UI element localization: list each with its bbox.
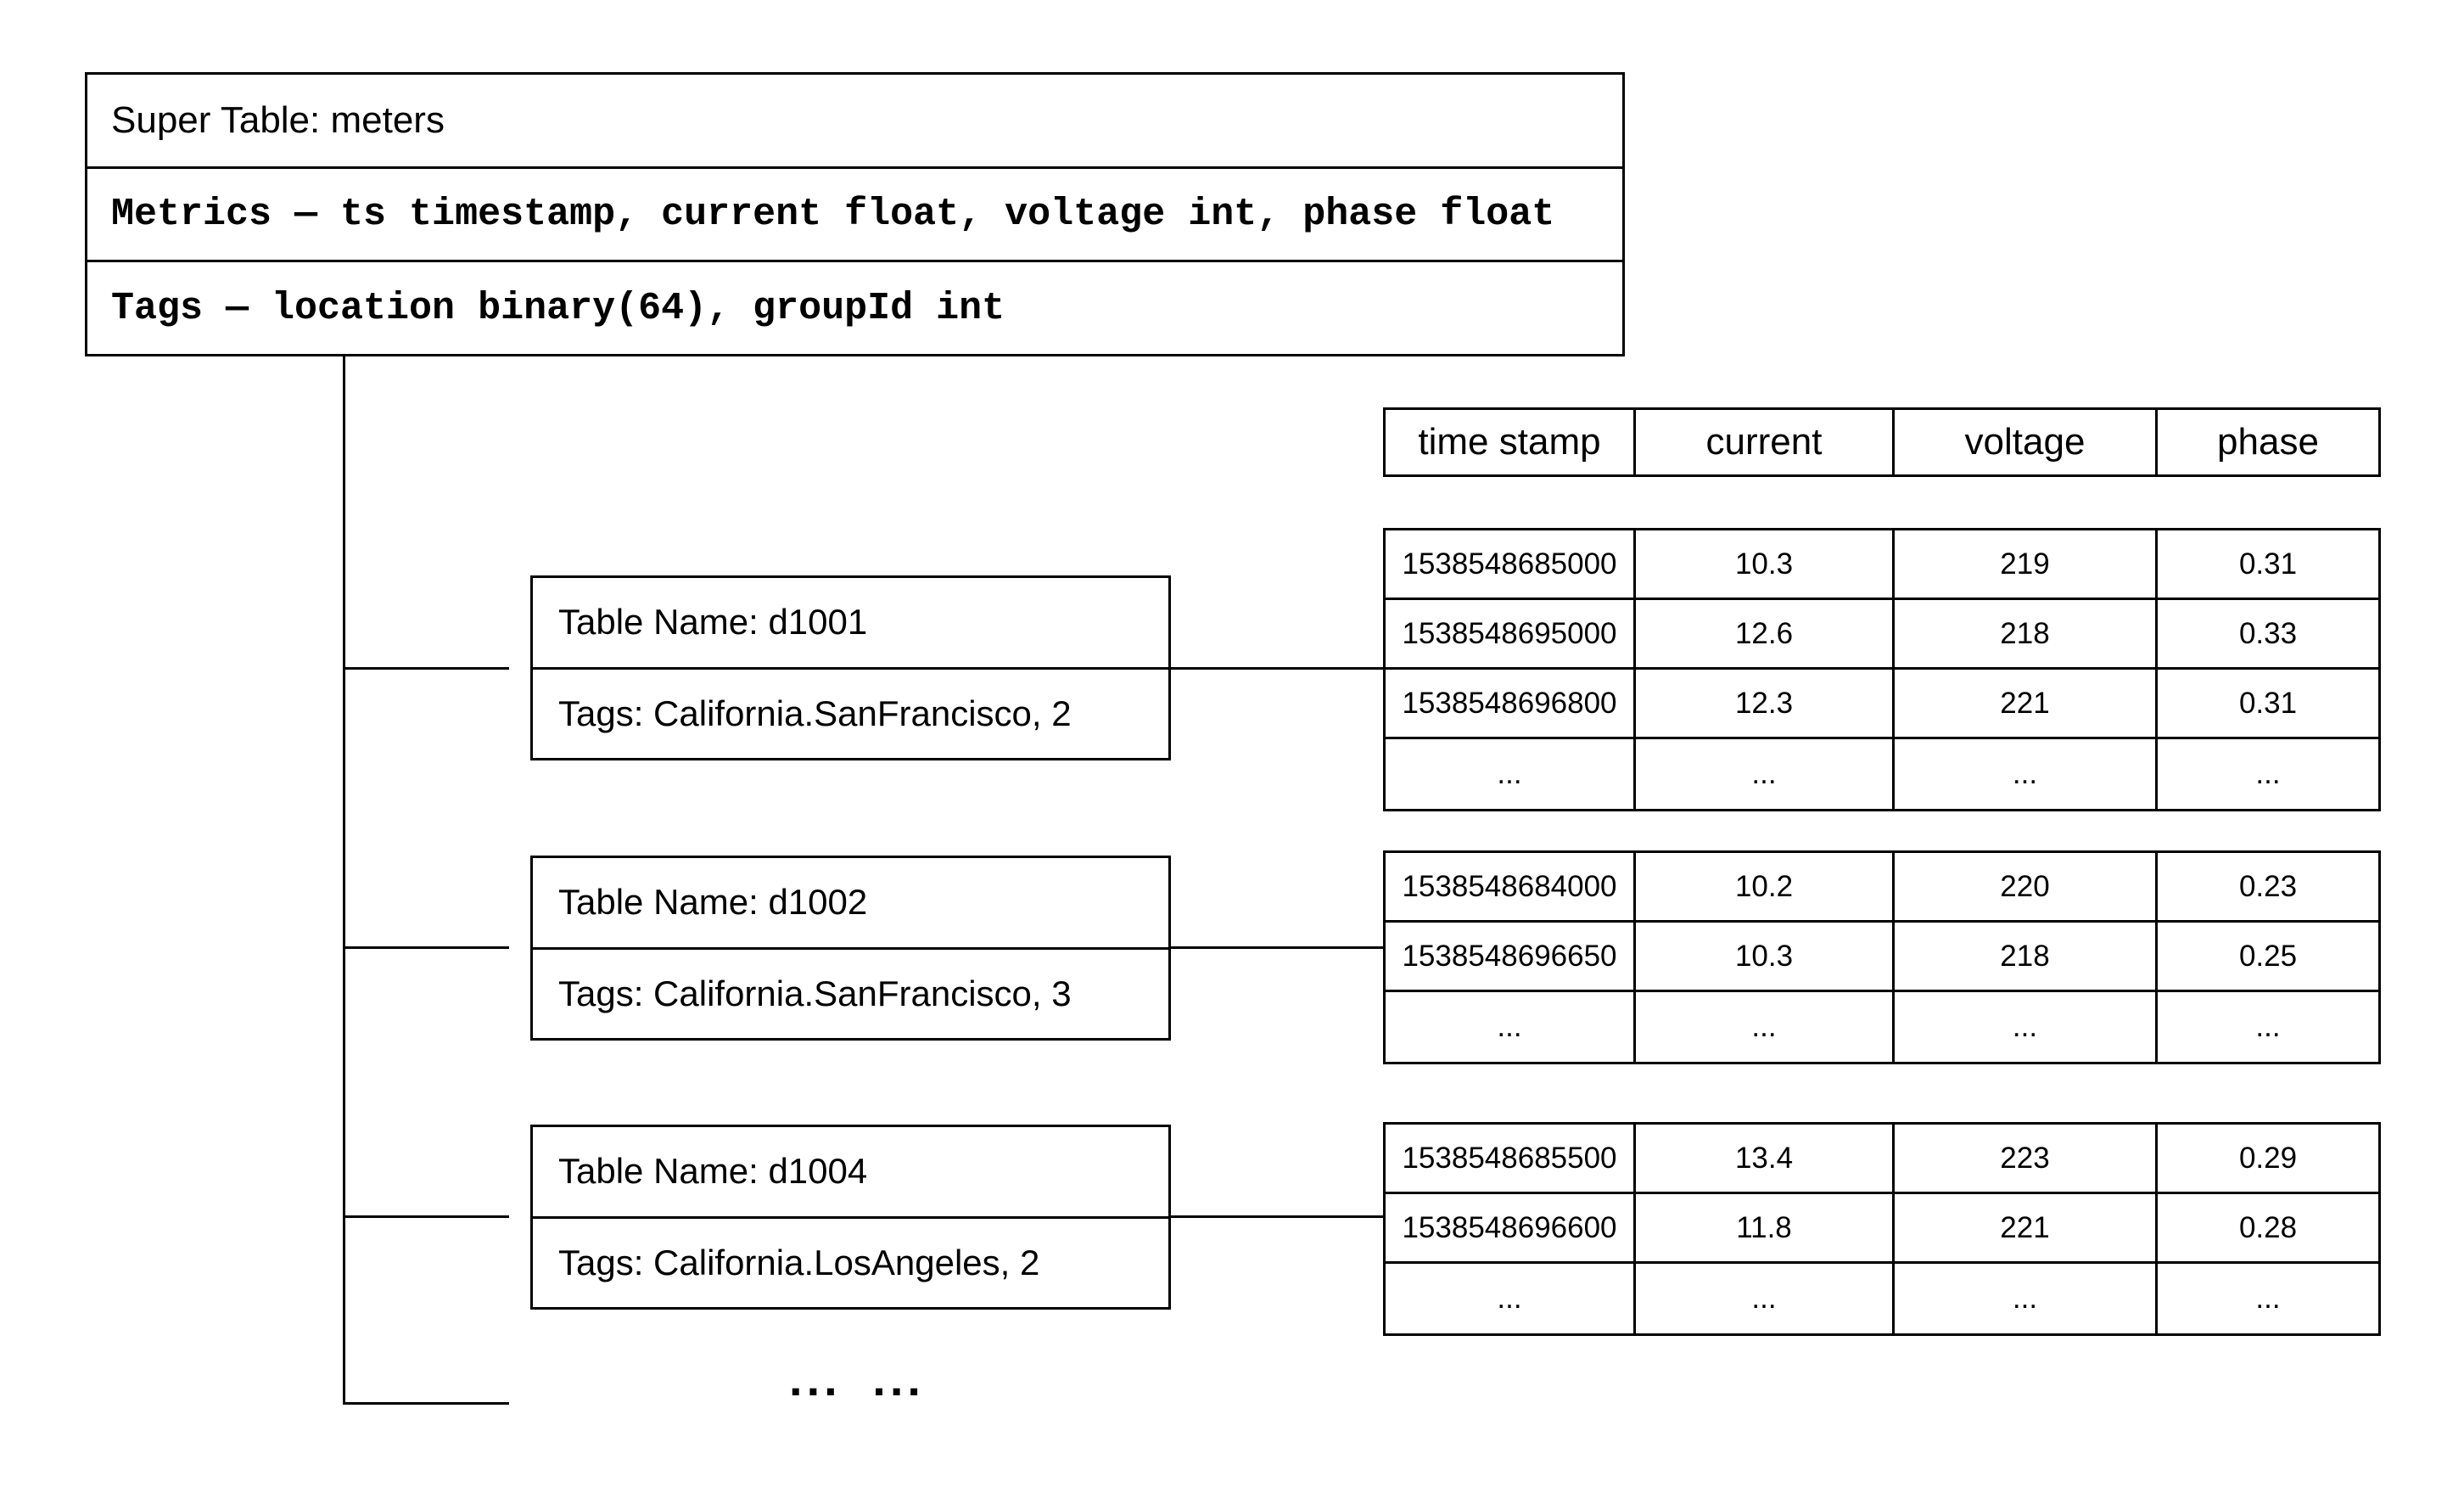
cell-voltage: 221 <box>1895 1194 2158 1261</box>
cell-time-stamp: 1538548696650 <box>1386 923 1636 990</box>
connector-line-d1004 <box>1171 1215 1386 1218</box>
tree-branch-line-d1001 <box>343 667 509 670</box>
data-table-d1002 <box>1383 850 2381 1064</box>
cell-time-stamp: 1538548696600 <box>1386 1194 1636 1261</box>
subtable-name: Table Name: d1002 <box>533 858 1168 950</box>
data-table-d1004 <box>1383 1122 2381 1336</box>
subtable-box-d1004 <box>530 1125 1171 1310</box>
cell-time-stamp: ... <box>1386 1264 1636 1333</box>
cell-phase: ... <box>2255 1010 2281 1043</box>
cell-current: 12.3 <box>1636 670 1895 737</box>
cell-voltage: 220 <box>1895 853 2158 920</box>
cell-phase: 0.25 <box>2238 939 2298 973</box>
column-header-time-stamp: time stamp <box>1386 410 1636 474</box>
cell-time-stamp: 1538548685500 <box>1386 1125 1636 1192</box>
cell-phase: 0.28 <box>2238 1210 2298 1244</box>
cell-phase: 0.31 <box>2238 686 2298 720</box>
cell-current: 10.3 <box>1636 923 1895 990</box>
cell-current: ... <box>1636 992 1895 1062</box>
cell-current: ... <box>1636 739 1895 809</box>
tree-branch-line-d1002 <box>343 946 509 949</box>
super-table-metrics: Metrics — ts timestamp, current float, voltage int, phase float <box>87 169 1622 263</box>
table-row-ellipsis <box>1386 1264 2378 1333</box>
cell-current: 11.8 <box>1636 1194 1895 1261</box>
tree-trunk-line <box>343 354 345 1405</box>
cell-phase: 0.23 <box>2238 869 2298 903</box>
subtable-name: Table Name: d1001 <box>533 578 1168 670</box>
column-header-phase: phase <box>2217 421 2319 463</box>
subtable-tags: Tags: California.SanFrancisco, 3 <box>558 973 1072 1013</box>
subtable-name: Table Name: d1004 <box>533 1127 1168 1219</box>
table-row <box>1386 853 2378 923</box>
tree-branch-line-more <box>343 1402 509 1405</box>
cell-time-stamp: 1538548695000 <box>1386 600 1636 667</box>
column-header-row <box>1383 407 2381 477</box>
more-tables-ellipsis: ... ... <box>789 1352 925 1406</box>
cell-voltage: 219 <box>1895 530 2158 598</box>
cell-time-stamp: 1538548685000 <box>1386 530 1636 598</box>
super-table-box <box>85 72 1625 356</box>
cell-time-stamp: 1538548684000 <box>1386 853 1636 920</box>
cell-current: 13.4 <box>1636 1125 1895 1192</box>
subtable-tags: Tags: California.SanFrancisco, 2 <box>558 693 1072 733</box>
subtable-box-d1001 <box>530 575 1171 760</box>
connector-line-d1002 <box>1171 946 1386 949</box>
table-row <box>1386 600 2378 670</box>
cell-phase: 0.29 <box>2238 1141 2298 1175</box>
cell-voltage: 218 <box>1895 600 2158 667</box>
subtable-box-d1002 <box>530 856 1171 1041</box>
column-header-current: current <box>1636 410 1895 474</box>
table-row <box>1386 923 2378 992</box>
table-row <box>1386 1194 2378 1264</box>
cell-current: 10.2 <box>1636 853 1895 920</box>
cell-time-stamp: ... <box>1386 739 1636 809</box>
cell-voltage: ... <box>1895 739 2158 809</box>
table-row <box>1386 670 2378 739</box>
cell-voltage: ... <box>1895 1264 2158 1333</box>
cell-voltage: 218 <box>1895 923 2158 990</box>
super-table-title: Super Table: meters <box>87 75 1622 169</box>
subtable-tags: Tags: California.LosAngeles, 2 <box>558 1242 1040 1282</box>
super-table-tags: Tags — location binary(64), groupId int <box>111 286 1005 330</box>
cell-phase: ... <box>2255 757 2281 790</box>
cell-voltage: 223 <box>1895 1125 2158 1192</box>
cell-current: 12.6 <box>1636 600 1895 667</box>
cell-time-stamp: ... <box>1386 992 1636 1062</box>
cell-current: 10.3 <box>1636 530 1895 598</box>
table-row <box>1386 530 2378 600</box>
table-row-ellipsis <box>1386 992 2378 1062</box>
cell-voltage: ... <box>1895 992 2158 1062</box>
tree-branch-line-d1004 <box>343 1215 509 1218</box>
connector-line-d1001 <box>1171 667 1386 670</box>
cell-phase: 0.33 <box>2238 616 2298 650</box>
cell-time-stamp: 1538548696800 <box>1386 670 1636 737</box>
table-row <box>1386 1125 2378 1194</box>
cell-voltage: 221 <box>1895 670 2158 737</box>
cell-phase: 0.31 <box>2238 547 2298 581</box>
cell-current: ... <box>1636 1264 1895 1333</box>
column-header-voltage: voltage <box>1895 410 2158 474</box>
data-table-d1001 <box>1383 528 2381 811</box>
cell-phase: ... <box>2255 1282 2281 1315</box>
table-row-ellipsis <box>1386 739 2378 809</box>
